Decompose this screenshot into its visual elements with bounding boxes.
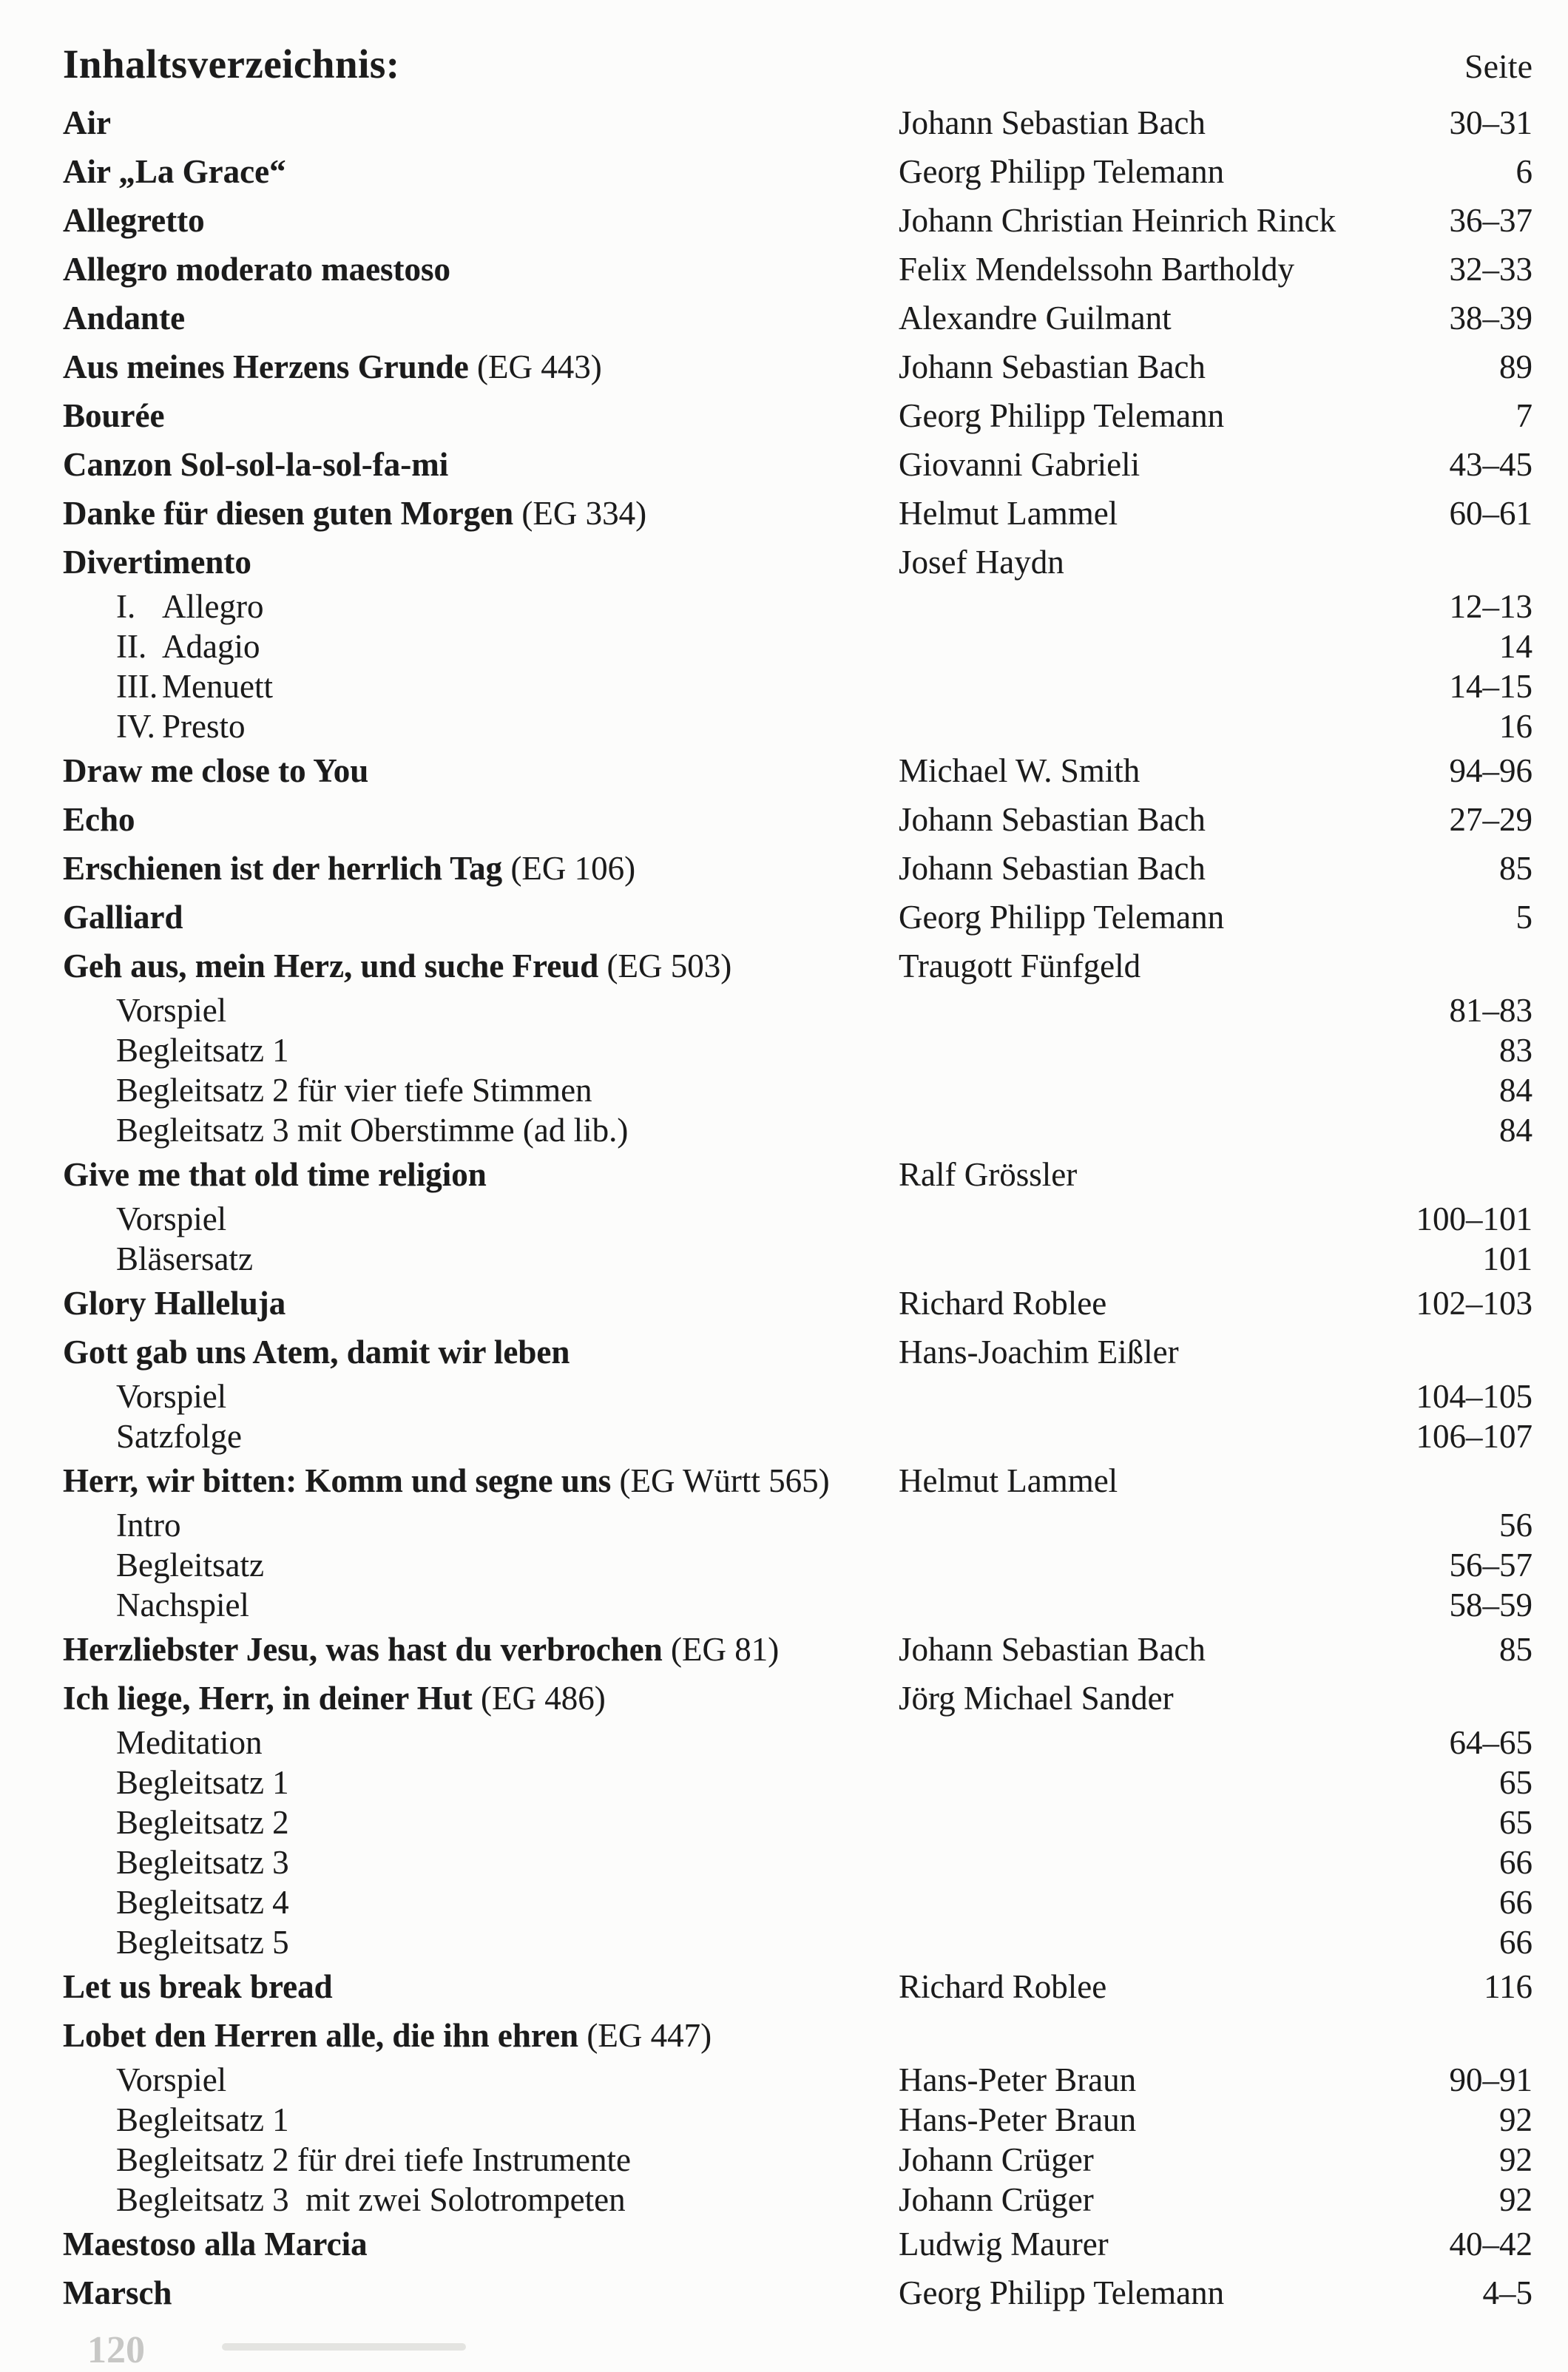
entry-title (63, 196, 899, 245)
sub-entry-title (63, 990, 899, 1030)
toc-row (63, 746, 1532, 795)
composer-name: Johann Sebastian Bach (899, 104, 1206, 141)
entry-title (63, 391, 899, 440)
page-numbers: 92 (1499, 2101, 1532, 2138)
entry-title (63, 1674, 899, 1723)
composer-name: Georg Philipp Telemann (899, 153, 1225, 190)
sub-title-text: Begleitsatz (116, 1547, 264, 1584)
title-text: Give me that old time religion (63, 1156, 487, 1193)
sub-title-text: Presto (162, 708, 246, 745)
sub-title-text: Begleitsatz 3 mit zwei Solotrompeten (116, 2181, 626, 2218)
title-text: Let us break bread (63, 1968, 333, 2005)
page-numbers: 4–5 (1482, 2274, 1532, 2311)
footer-page-number: 120 (87, 2329, 145, 2371)
entry-title (63, 1962, 899, 2011)
composer-name: Giovanni Gabrieli (899, 446, 1140, 483)
toc-row (63, 489, 1532, 538)
sub-entry-title (63, 1110, 899, 1150)
composer-name: Hans-Joachim Eißler (899, 1334, 1179, 1371)
hymn-reference: (EG 447) (578, 2017, 712, 2054)
toc-row (63, 1456, 1532, 1505)
page-numbers: 38–39 (1449, 300, 1532, 337)
page-numbers: 90–91 (1449, 2061, 1532, 2098)
composer-name: Hans-Peter Braun (899, 2061, 1137, 2098)
sub-title-text: Begleitsatz 1 (116, 2101, 289, 2138)
page-numbers: 66 (1499, 1844, 1532, 1881)
hymn-reference: (EG 486) (472, 1680, 606, 1717)
title-text: Geh aus, mein Herz, und suche Freud (63, 947, 599, 984)
composer-name: Johann Crüger (899, 2181, 1094, 2218)
composer-name: Ralf Grössler (899, 1156, 1078, 1193)
page-numbers: 104–105 (1416, 1378, 1532, 1415)
movement-numeral: IV. (116, 708, 155, 745)
sub-title-text: Bläsersatz (116, 1240, 253, 1277)
sub-title-text: Intro (116, 1507, 181, 1544)
page-numbers: 89 (1499, 348, 1532, 385)
composer-name: Ludwig Maurer (899, 2226, 1109, 2263)
page-numbers: 102–103 (1416, 1285, 1532, 1322)
page-numbers: 14 (1499, 628, 1532, 665)
toc-row (63, 294, 1532, 342)
entry-title (63, 1328, 899, 1376)
hymn-reference: (EG Württ 565) (611, 1462, 830, 1499)
toc-sub-row (63, 2180, 1532, 2220)
toc-row (63, 391, 1532, 440)
sub-title-text: Vorspiel (116, 1378, 227, 1415)
page-numbers: 40–42 (1449, 2226, 1532, 2263)
page-numbers: 64–65 (1449, 1724, 1532, 1761)
toc-sub-row (63, 1416, 1532, 1456)
entry-title (63, 2268, 899, 2317)
composer-name: Hans-Peter Braun (899, 2101, 1137, 2138)
title-text: Gott gab uns Atem, damit wir leben (63, 1334, 570, 1371)
sub-entry-title (63, 1545, 899, 1585)
toc-row (63, 2220, 1532, 2268)
page-numbers: 116 (1484, 1968, 1532, 2005)
title-text: Ich liege, Herr, in deiner Hut (63, 1680, 473, 1717)
toc-row (63, 2268, 1532, 2317)
composer-name: Johann Sebastian Bach (899, 850, 1206, 887)
composer-name: Johann Crüger (899, 2141, 1094, 2178)
composer-name: Michael W. Smith (899, 752, 1140, 789)
toc-sub-row (63, 1376, 1532, 1416)
composer-name: Helmut Lammel (899, 495, 1118, 532)
page-numbers: 84 (1499, 1072, 1532, 1109)
toc-row (63, 98, 1532, 147)
page-numbers: 85 (1499, 1631, 1532, 1668)
toc-sub-row (63, 1030, 1532, 1070)
toc-sub-row (63, 1199, 1532, 1239)
sub-title-text: Satzfolge (116, 1418, 242, 1455)
toc-sub-row (63, 1802, 1532, 1842)
toc-sub-row (63, 1882, 1532, 1922)
page-numbers: 65 (1499, 1764, 1532, 1801)
page-numbers: 84 (1499, 1112, 1532, 1149)
toc-row (63, 942, 1532, 990)
page-numbers: 60–61 (1449, 495, 1532, 532)
entry-title (63, 942, 899, 990)
page-numbers: 6 (1515, 153, 1532, 190)
page-numbers: 85 (1499, 850, 1532, 887)
page-numbers: 92 (1499, 2181, 1532, 2218)
title-text: Air „La Grace“ (63, 153, 286, 190)
entry-title (63, 795, 899, 844)
movement-numeral: I. (116, 588, 136, 625)
composer-name: Jörg Michael Sander (899, 1680, 1174, 1717)
toc-sub-row (63, 2140, 1532, 2180)
entry-title (63, 893, 899, 942)
toc-list (63, 98, 1532, 2317)
sub-title-text: Adagio (162, 628, 260, 665)
sub-entry-title (63, 1416, 899, 1456)
sub-entry-title (63, 1239, 899, 1279)
composer-name: Johann Sebastian Bach (899, 801, 1206, 838)
composer-name: Richard Roblee (899, 1285, 1107, 1322)
toc-row (63, 1328, 1532, 1376)
toc-sub-row (63, 1585, 1532, 1625)
toc-row (63, 245, 1532, 294)
title-text: Air (63, 104, 111, 141)
sub-title-text: Begleitsatz 3 (116, 1844, 289, 1881)
toc-sub-row (63, 1922, 1532, 1962)
toc-row (63, 196, 1532, 245)
movement-numeral: II. (116, 628, 147, 665)
page-numbers: 7 (1515, 397, 1532, 434)
page-numbers: 56 (1499, 1507, 1532, 1544)
toc-sub-row (63, 666, 1532, 706)
title-text: Marsch (63, 2274, 172, 2311)
toc-row (63, 1150, 1532, 1199)
toc-row (63, 147, 1532, 196)
toc-row (63, 1962, 1532, 2011)
sub-title-text: Begleitsatz 1 (116, 1764, 289, 1801)
sub-entry-title (63, 1763, 899, 1802)
title-text: Draw me close to You (63, 752, 369, 789)
entry-title (63, 440, 899, 489)
entry-title (63, 2220, 899, 2268)
page-numbers: 56–57 (1449, 1547, 1532, 1584)
sub-title-text: Vorspiel (116, 992, 227, 1029)
sub-title-text: Meditation (116, 1724, 263, 1761)
entry-title (63, 342, 899, 391)
sub-title-text: Nachspiel (116, 1587, 249, 1623)
toc-row (63, 342, 1532, 391)
page-numbers: 106–107 (1416, 1418, 1532, 1455)
entry-title (63, 489, 899, 538)
sub-entry-title (63, 706, 899, 746)
title-text: Erschienen ist der herrlich Tag (63, 850, 503, 887)
sub-entry-title (63, 1199, 899, 1239)
toc-sub-row (63, 626, 1532, 666)
title-text: Maestoso alla Marcia (63, 2226, 368, 2263)
entry-title (63, 147, 899, 196)
toc-sub-row (63, 1070, 1532, 1110)
page-numbers: 14–15 (1449, 668, 1532, 705)
page-numbers: 81–83 (1449, 992, 1532, 1029)
toc-row (63, 2011, 1532, 2060)
toc-header (63, 41, 1532, 92)
toc-sub-row (63, 706, 1532, 746)
entry-title (63, 844, 899, 893)
sub-entry-title (63, 1505, 899, 1545)
toc-row (63, 893, 1532, 942)
page-numbers: 58–59 (1449, 1587, 1532, 1623)
page-numbers: 66 (1499, 1924, 1532, 1961)
page-numbers: 65 (1499, 1804, 1532, 1841)
sub-entry-title (63, 1376, 899, 1416)
sub-entry-title (63, 2060, 899, 2100)
entry-title (63, 1456, 899, 1505)
toc-sub-row (63, 2100, 1532, 2140)
entry-title (63, 294, 899, 342)
composer-name: Richard Roblee (899, 1968, 1107, 2005)
sub-title-text: Begleitsatz 1 (116, 1032, 289, 1069)
page-numbers: 92 (1499, 2141, 1532, 2178)
sub-entry-title (63, 2100, 899, 2140)
sub-entry-title (63, 2180, 899, 2220)
hymn-reference: (EG 443) (468, 348, 602, 385)
page-numbers: 12–13 (1449, 588, 1532, 625)
page-numbers: 101 (1482, 1240, 1532, 1277)
sub-entry-title (63, 1030, 899, 1070)
toc-row (63, 844, 1532, 893)
sub-entry-title (63, 2140, 899, 2180)
entry-title (63, 1625, 899, 1674)
sub-entry-title (63, 626, 899, 666)
page-numbers: 43–45 (1449, 446, 1532, 483)
title-text: Aus meines Herzens Grunde (63, 348, 469, 385)
toc-row (63, 440, 1532, 489)
toc-sub-row (63, 990, 1532, 1030)
entry-title (63, 245, 899, 294)
sub-title-text: Begleitsatz 4 (116, 1884, 289, 1921)
toc-sub-row (63, 1545, 1532, 1585)
page-numbers: 66 (1499, 1884, 1532, 1921)
scan-smudge (222, 2343, 466, 2351)
entry-title (63, 2011, 899, 2060)
composer-name: Felix Mendelssohn Bartholdy (899, 251, 1294, 288)
title-text: Echo (63, 801, 135, 838)
page-numbers: 16 (1499, 708, 1532, 745)
page-numbers: 36–37 (1449, 202, 1532, 239)
hymn-reference: (EG 503) (598, 947, 732, 984)
composer-name: Johann Christian Heinrich Rinck (899, 202, 1336, 239)
toc-row (63, 538, 1532, 587)
toc-sub-row (63, 587, 1532, 626)
toc-sub-row (63, 2060, 1532, 2100)
title-text: Galliard (63, 899, 183, 936)
hymn-reference: (EG 81) (662, 1631, 780, 1668)
toc-sub-row (63, 1110, 1532, 1150)
sub-title-text: Vorspiel (116, 1200, 227, 1237)
toc-row (63, 1279, 1532, 1328)
sub-title-text: Begleitsatz 5 (116, 1924, 289, 1961)
title-text: Lobet den Herren alle, die ihn ehren (63, 2017, 579, 2054)
sub-entry-title (63, 1723, 899, 1763)
sub-entry-title (63, 1585, 899, 1625)
composer-name: Helmut Lammel (899, 1462, 1118, 1499)
toc-row (63, 795, 1532, 844)
title-text: Divertimento (63, 544, 251, 581)
title-text: Herr, wir bitten: Komm und segne uns (63, 1462, 612, 1499)
composer-name: Georg Philipp Telemann (899, 2274, 1225, 2311)
sub-title-text: Begleitsatz 2 für drei tiefe Instrumente (116, 2141, 631, 2178)
hymn-reference: (EG 106) (502, 850, 636, 887)
entry-title (63, 98, 899, 147)
title-text: Allegro moderato maestoso (63, 251, 451, 288)
sub-title-text: Begleitsatz 2 für vier tiefe Stimmen (116, 1072, 592, 1109)
composer-name: Josef Haydn (899, 544, 1064, 581)
composer-name: Traugott Fünfgeld (899, 947, 1141, 984)
composer-name: Johann Sebastian Bach (899, 1631, 1206, 1668)
composer-name: Georg Philipp Telemann (899, 899, 1225, 936)
toc-row (63, 1674, 1532, 1723)
title-text: Glory Halleluja (63, 1285, 286, 1322)
toc-sub-row (63, 1505, 1532, 1545)
sub-entry-title (63, 587, 899, 626)
entry-title (63, 746, 899, 795)
hymn-reference: (EG 334) (513, 495, 647, 532)
movement-numeral: III. (116, 668, 158, 705)
page-numbers: 83 (1499, 1032, 1532, 1069)
toc-row (63, 1625, 1532, 1674)
composer-name: Georg Philipp Telemann (899, 397, 1225, 434)
entry-title (63, 538, 899, 587)
sub-entry-title (63, 1922, 899, 1962)
title-text: Canzon Sol-sol-la-sol-fa-mi (63, 446, 449, 483)
title-text: Danke für diesen guten Morgen (63, 495, 514, 532)
page-column-header: Seite (1464, 47, 1532, 85)
toc-sub-row (63, 1723, 1532, 1763)
page-numbers: 100–101 (1416, 1200, 1532, 1237)
entry-title (63, 1150, 899, 1199)
sub-title-text: Allegro (162, 588, 264, 625)
page-numbers: 32–33 (1449, 251, 1532, 288)
page-numbers: 5 (1515, 899, 1532, 936)
toc-sub-row (63, 1763, 1532, 1802)
page-numbers: 30–31 (1449, 104, 1532, 141)
composer-name: Johann Sebastian Bach (899, 348, 1206, 385)
sub-entry-title (63, 666, 899, 706)
toc-sub-row (63, 1842, 1532, 1882)
sub-title-text: Vorspiel (116, 2061, 227, 2098)
page-numbers: 94–96 (1449, 752, 1532, 789)
sub-title-text: Begleitsatz 2 (116, 1804, 289, 1841)
title-text: Andante (63, 300, 186, 337)
composer-name: Alexandre Guilmant (899, 300, 1172, 337)
sub-entry-title (63, 1842, 899, 1882)
page-title: Inhaltsverzeichnis: (63, 41, 400, 87)
sub-entry-title (63, 1070, 899, 1110)
sub-title-text: Begleitsatz 3 mit Oberstimme (ad lib.) (116, 1112, 629, 1149)
sub-entry-title (63, 1802, 899, 1842)
sub-entry-title (63, 1882, 899, 1922)
page-numbers: 27–29 (1449, 801, 1532, 838)
title-text: Allegretto (63, 202, 205, 239)
entry-title (63, 1279, 899, 1328)
title-text: Herzliebster Jesu, was hast du verbrochen (63, 1631, 663, 1668)
title-text: Bourée (63, 397, 165, 434)
toc-sub-row (63, 1239, 1532, 1279)
sub-title-text: Menuett (162, 668, 273, 705)
